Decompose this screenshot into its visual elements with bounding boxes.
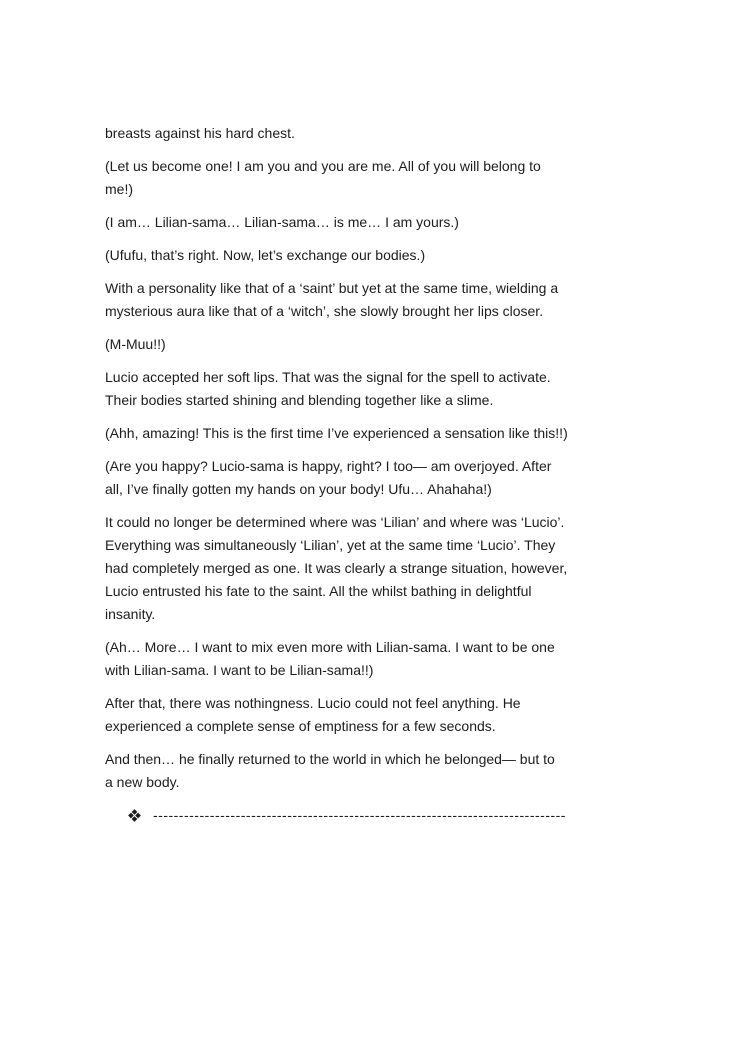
text-line: all, I’ve finally gotten my hands on your body! Ufu… Ahahaha!) — [105, 481, 492, 497]
paragraph — [105, 692, 636, 738]
text-line: with Lilian-sama. I want to be Lilian-sama!!) — [105, 662, 374, 678]
text-line: had completely merged as one. It was clearly a strange situation, however, — [105, 560, 568, 576]
paragraph — [105, 636, 636, 682]
text-line: experienced a complete sense of emptiness for a few seconds. — [105, 718, 496, 734]
text-line: me!) — [105, 181, 133, 197]
paragraph — [105, 155, 636, 201]
four-diamonds-bullet-icon — [128, 809, 141, 822]
text-line: And then… he finally returned to the world in which he belonged— but to — [105, 751, 555, 767]
paragraph — [105, 748, 636, 794]
text-line: It could no longer be determined where was ‘Lilian’ and where was ‘Lucio’. — [105, 514, 565, 530]
paragraph — [105, 511, 636, 626]
text-line: (I am… Lilian-sama… Lilian-sama… is me… I am yours.) — [105, 214, 459, 230]
text-line: a new body. — [105, 774, 180, 790]
text-line: (Ah… More… I want to mix even more with Lilian-sama. I want to be one — [105, 639, 555, 655]
text-line: (M-Muu!!) — [105, 336, 166, 352]
text-line: Their bodies started shining and blending together like a slime. — [105, 392, 494, 408]
text-line: Everything was simultaneously ‘Lilian’, yet at the same time ‘Lucio’. They — [105, 537, 556, 553]
section-separator — [130, 804, 636, 827]
paragraph — [105, 122, 636, 145]
text-line: With a personality like that of a ‘saint’ but yet at the same time, wielding a — [105, 280, 559, 296]
paragraph — [105, 244, 636, 267]
paragraph — [105, 422, 636, 445]
paragraph — [105, 455, 636, 501]
text-line: breasts against his hard chest. — [105, 125, 295, 141]
text-line: (Let us become one! I am you and you are me. All of you will belong to — [105, 158, 541, 174]
paragraph — [105, 277, 636, 323]
text-line: (Are you happy? Lucio-sama is happy, right? I too— am overjoyed. After — [105, 458, 552, 474]
text-line: insanity. — [105, 606, 156, 622]
text-line: After that, there was nothingness. Lucio could not feel anything. He — [105, 695, 521, 711]
text-line: (Ufufu, that’s right. Now, let’s exchange our bodies.) — [105, 247, 426, 263]
paragraph — [105, 366, 636, 412]
text-line: (Ahh, amazing! This is the first time I’ve experienced a sensation like this!!) — [105, 425, 568, 441]
text-line: Lucio accepted her soft lips. That was the signal for the spell to activate. — [105, 369, 551, 385]
text-line: mysterious aura like that of a ‘witch’, she slowly brought her lips closer. — [105, 303, 544, 319]
paragraph — [105, 211, 636, 234]
text-line: Lucio entrusted his fate to the saint. All the whilst bathing in delightful — [105, 583, 532, 599]
paragraph — [105, 333, 636, 356]
separator-dashes: -------------------------------------------------------------------------------- — [153, 807, 566, 823]
